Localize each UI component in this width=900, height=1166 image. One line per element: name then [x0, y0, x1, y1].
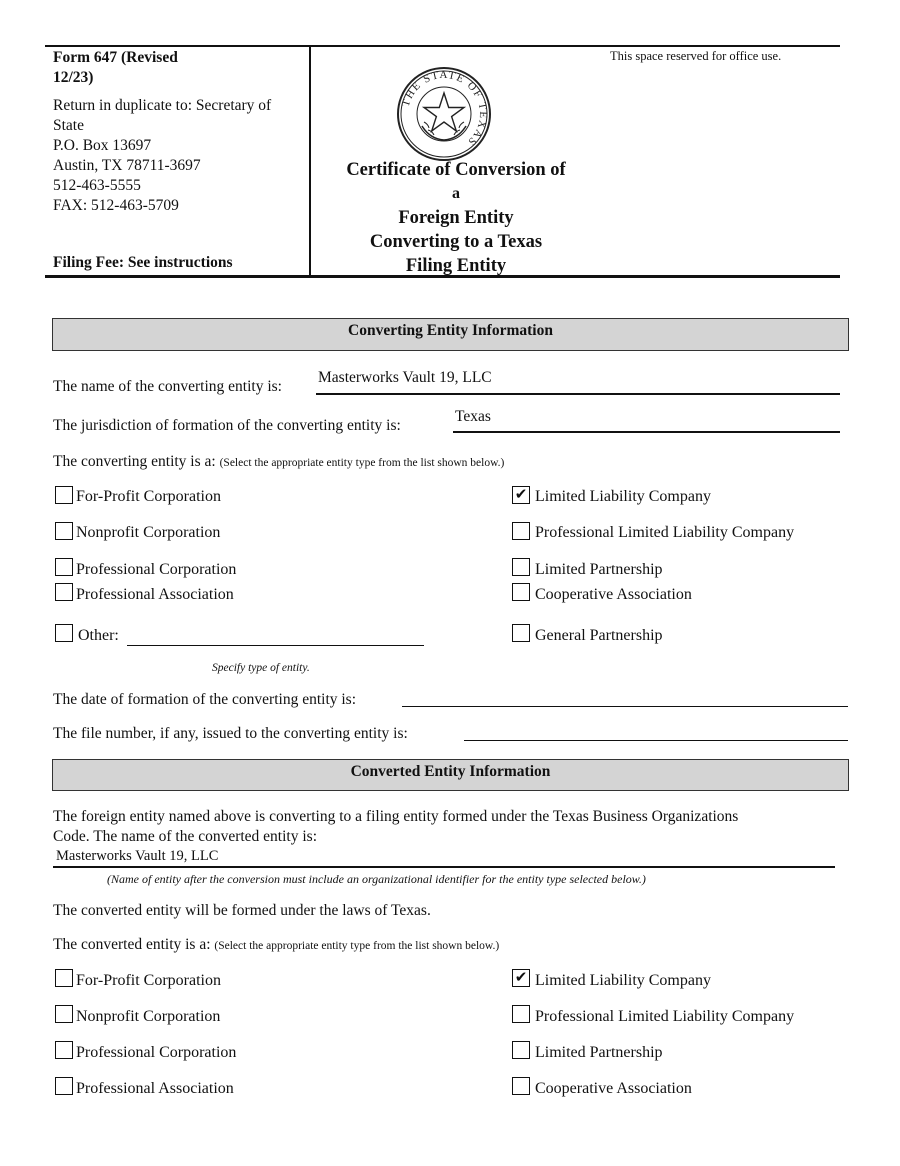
- checkbox-converted-professional-llc[interactable]: [512, 1005, 530, 1023]
- checkbox-cooperative-association[interactable]: [512, 583, 530, 601]
- converted-name-value[interactable]: Masterworks Vault 19, LLC: [56, 848, 219, 864]
- checkbox-other[interactable]: [55, 624, 73, 642]
- title-line: Converting to a Texas: [369, 232, 543, 252]
- converting-name-line: [316, 393, 840, 395]
- return-line: P.O. Box 13697: [53, 137, 152, 154]
- option-converted-nonprofit-corporation: Nonprofit Corporation: [76, 1008, 221, 1025]
- option-converted-professional-corporation: Professional Corporation: [76, 1044, 237, 1061]
- checkbox-converted-professional-association[interactable]: [55, 1077, 73, 1095]
- option-converted-for-profit-corporation: For-Profit Corporation: [76, 972, 221, 989]
- header-top-rule: [45, 45, 840, 47]
- return-line: 512-463-5555: [53, 177, 141, 194]
- option-for-profit-corporation: For-Profit Corporation: [76, 488, 221, 505]
- converted-name-note: (Name of entity after the conversion must include an organizational identifier for the entity type selected below.): [107, 872, 646, 886]
- option-nonprofit-corporation: Nonprofit Corporation: [76, 524, 221, 541]
- converting-type-label: [53, 453, 504, 471]
- option-general-partnership: General Partnership: [535, 627, 663, 644]
- other-specify-hint: Specify type of entity.: [212, 662, 310, 674]
- converted-type-hint: (Select the appropriate entity type from the list shown below.): [214, 940, 500, 952]
- checkbox-professional-corporation[interactable]: [55, 558, 73, 576]
- converting-type-text: The converting entity is a:: [53, 453, 216, 470]
- date-of-formation-label: The date of formation of the converting entity is:: [53, 691, 357, 708]
- checkbox-converted-cooperative-association[interactable]: [512, 1077, 530, 1095]
- form-number: Form 647 (Revised: [53, 49, 178, 66]
- jurisdiction-line: [453, 431, 840, 433]
- seal-text: THE STATE OF TEXAS: [399, 68, 490, 149]
- checkbox-general-partnership[interactable]: [512, 624, 530, 642]
- converting-name-value[interactable]: Masterworks Vault 19, LLC: [318, 369, 492, 386]
- converted-type-label: [53, 936, 499, 954]
- return-line: Return in duplicate to: Secretary of: [53, 97, 272, 114]
- title-line: Foreign Entity: [398, 208, 514, 228]
- checkbox-for-profit-corporation[interactable]: [55, 486, 73, 504]
- texas-seal-icon: [394, 64, 494, 164]
- jurisdiction-label: The jurisdiction of formation of the converting entity is:: [53, 417, 401, 434]
- option-converted-cooperative-association: Cooperative Association: [535, 1080, 692, 1097]
- checkbox-limited-liability-company[interactable]: ✔: [512, 486, 530, 504]
- checkbox-converted-for-profit-corporation[interactable]: [55, 969, 73, 987]
- jurisdiction-value[interactable]: Texas: [455, 408, 491, 425]
- checkbox-converted-professional-corporation[interactable]: [55, 1041, 73, 1059]
- checkbox-limited-partnership[interactable]: [512, 558, 530, 576]
- filing-fee: Filing Fee: See instructions: [53, 254, 233, 271]
- converting-type-hint: (Select the appropriate entity type from the list shown below.): [219, 457, 505, 469]
- option-professional-association: Professional Association: [76, 586, 234, 603]
- return-line: Austin, TX 78711-3697: [53, 157, 201, 174]
- checkbox-professional-association[interactable]: [55, 583, 73, 601]
- converted-name-line: [53, 866, 835, 868]
- converted-intro-line1: The foreign entity named above is converting to a filing entity formed under the Texas Business Organizations: [53, 808, 739, 825]
- option-limited-partnership: Limited Partnership: [535, 561, 663, 578]
- option-professional-llc: Professional Limited Liability Company: [535, 524, 795, 541]
- certificate-title: [312, 158, 600, 278]
- title-line: a: [452, 185, 460, 202]
- form-info-block: [53, 48, 305, 216]
- checkbox-converted-limited-liability-company[interactable]: ✔: [512, 969, 530, 987]
- converting-name-label: The name of the converting entity is:: [53, 378, 282, 395]
- file-number-label: The file number, if any, issued to the converting entity is:: [53, 725, 408, 742]
- checkbox-professional-llc[interactable]: [512, 522, 530, 540]
- return-line: State: [53, 117, 84, 134]
- checkbox-nonprofit-corporation[interactable]: [55, 522, 73, 540]
- option-converted-professional-llc: Professional Limited Liability Company: [535, 1008, 795, 1025]
- header-divider-rule: [309, 45, 311, 277]
- option-limited-liability-company: Limited Liability Company: [535, 488, 711, 505]
- other-specify-line[interactable]: [127, 645, 424, 646]
- option-other: Other:: [78, 627, 119, 644]
- converting-section-header: Converting Entity Information: [52, 318, 849, 351]
- option-converted-limited-partnership: Limited Partnership: [535, 1044, 663, 1061]
- form-date: 12/23): [53, 69, 94, 86]
- return-line: FAX: 512-463-5709: [53, 197, 179, 214]
- file-number-line[interactable]: [464, 740, 848, 741]
- option-professional-corporation: Professional Corporation: [76, 561, 237, 578]
- converted-laws-line: The converted entity will be formed under the laws of Texas.: [53, 902, 431, 919]
- date-of-formation-line[interactable]: [402, 706, 848, 707]
- option-converted-professional-association: Professional Association: [76, 1080, 234, 1097]
- title-line: Filing Entity: [405, 256, 507, 276]
- option-converted-limited-liability-company: Limited Liability Company: [535, 972, 711, 989]
- converted-section-header: Converted Entity Information: [52, 759, 849, 791]
- checkbox-converted-limited-partnership[interactable]: [512, 1041, 530, 1059]
- checkbox-converted-nonprofit-corporation[interactable]: [55, 1005, 73, 1023]
- converted-intro-line2: Code. The name of the converted entity is:: [53, 828, 317, 845]
- converted-type-text: The converted entity is a:: [53, 936, 211, 953]
- title-line: Certificate of Conversion of: [346, 160, 566, 180]
- option-cooperative-association: Cooperative Association: [535, 586, 692, 603]
- office-use-note: This space reserved for office use.: [610, 49, 782, 63]
